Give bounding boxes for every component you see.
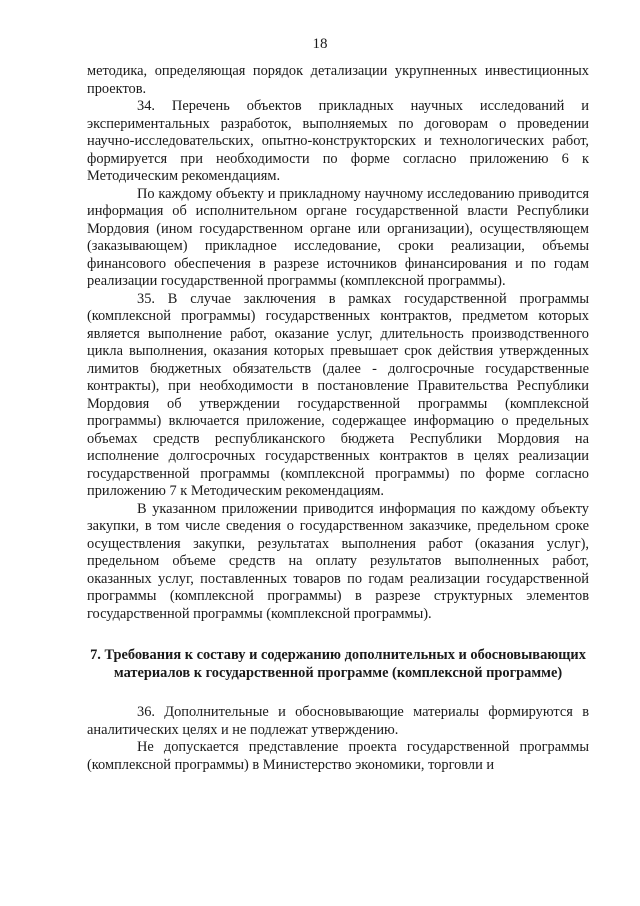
document-body [87,63,589,774]
paragraph-item-35: 35. В случае заключения в рамках государственной программы (комплексной программы) государственных контрактов, предметом которых является выполнение работ, оказание услуг, длительность производственного цикла выполнения, оказания которых превышает срок действия утвержденных лимитов бюджетных обязательств (далее - долгосрочные государственные контракты), при необходимости в постановление Правительства Республики Мордовия об утверждении государственной программы (комплексной программы) включается приложение, содержащее информацию о предельных объемах средств республиканского бюджета Республики Мордовия на исполнение долгосрочных государственных контрактов в целях реализации государственной программы (комплексной программы) по форме согласно приложению 7 к Методическим рекомендациям. [87,290,589,499]
section-heading: 7. Требования к составу и содержанию дополнительных и обосновывающих материалов к государственной программе (комплексной программе) [90,647,586,681]
paragraph-item-36: 36. Дополнительные и обосновывающие материалы формируются в аналитических целях и не подлежат утверждению. [87,704,589,738]
paragraph-item-34: 34. Перечень объектов прикладных научных исследований и экспериментальных разработок, выполняемых по договорам о проведении научно-исследовательских, опытно-конструкторских и технологических работ, формируется при необходимости по форме согласно приложению 6 к Методическим рекомендациям. [87,98,589,184]
paragraph-continuation: методика, определяющая порядок детализации укрупненных инвестиционных проектов. [87,63,589,97]
paragraph-research-info: По каждому объекту и прикладному научному исследованию приводится информация об исполнительном органе государственной власти Республики Мордовия (ином государственном органе или организации), осуществляющем (заказывающем) прикладное исследование, сроки реализации, объемы финансового обеспечения в разрезе источников финансирования и по годам реализации государственной программы (комплексной программы). [87,185,589,289]
paragraph-submission-rule: Не допускается представление проекта государственной программы (комплексной программы) в Министерство экономики, торговли и [87,739,589,773]
page-number: 18 [312,36,328,52]
paragraph-appendix-info: В указанном приложении приводится информация по каждому объекту закупки, в том числе сведения о государственном заказчике, предельном сроке осуществления закупки, результатах выполнения работ (оказания услуг), предельном объеме средств на оплату результатов выполненных работ, оказанных услуг, поставленных товаров по годам реализации государственной программы (комплексной программы) в разрезе структурных элементов государственной программы (комплексной программы). [87,500,589,622]
